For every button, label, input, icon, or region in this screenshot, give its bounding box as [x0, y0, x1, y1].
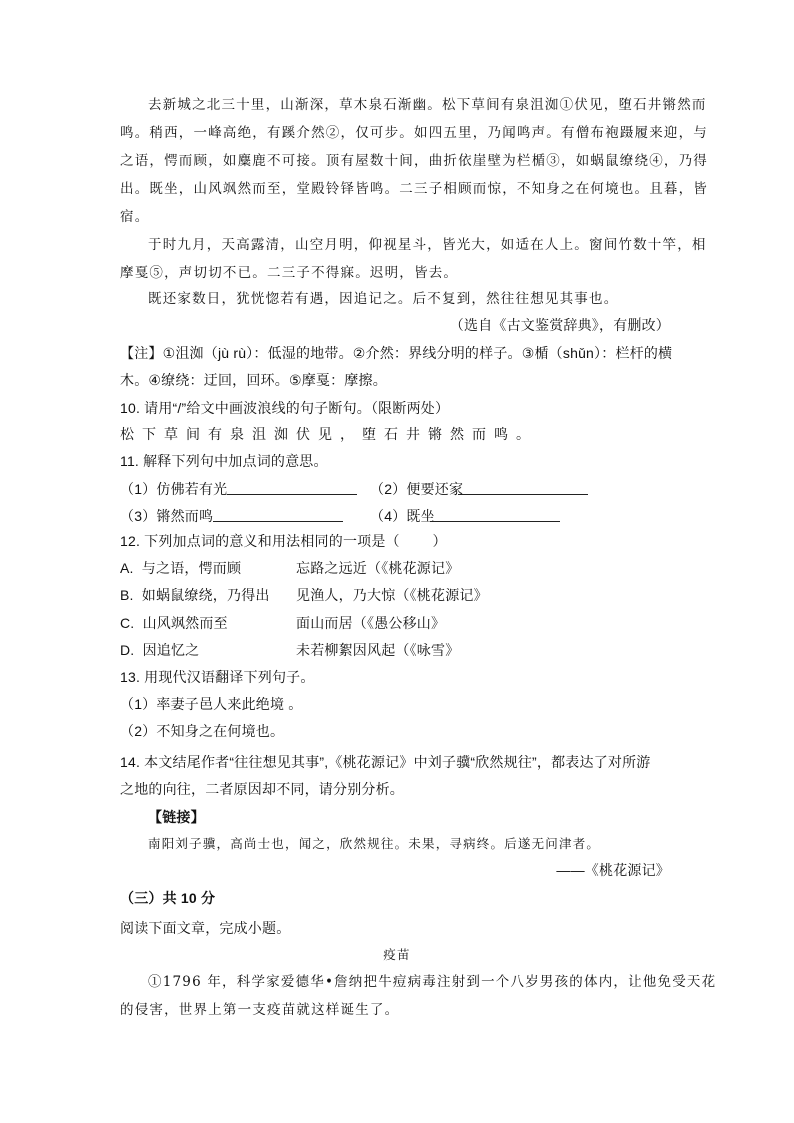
notes-line: 木。④缭绕：迂回，回环。⑤摩戛：摩擦。: [120, 372, 387, 388]
link-title: 【链接】: [148, 809, 205, 825]
option-d-left: D. 因追忆之: [120, 642, 200, 658]
question-11-item-2: （2）便要还家: [370, 481, 464, 497]
question-11-item-3: （3）锵然而鸣: [120, 508, 214, 524]
section-heading: （三）共 10 分: [120, 890, 216, 906]
option-c-left: C. 山风飒然而至: [120, 615, 228, 631]
question-11-item-1: （1）仿佛若有光: [120, 481, 228, 497]
section-instruction: 阅读下面文章，完成小题。: [120, 920, 291, 936]
option-a-left: A. 与之语，愕而顾: [120, 560, 242, 576]
option-c-right: 面山而居（《愚公移山》: [296, 615, 446, 631]
passage-line: 之语，愕而顾，如麋鹿不可接。顶有屋数十间，曲折依崖壁为栏楯③，如蜗鼠缭绕④，乃得: [120, 153, 708, 169]
question-10-sentence: 松下草间有泉沮洳伏见，堕石井锵然而鸣。: [120, 426, 538, 442]
answer-blank[interactable]: [227, 494, 357, 495]
question-14-line: 之地的向往，二者原因却不同，请分别分析。: [120, 781, 404, 797]
question-13-item-1: （1）率妻子邑人来此绝境 。: [120, 696, 303, 712]
question-14-line: 14. 本文结尾作者“往往想见其事”,《桃花源记》中刘子骥“欣然规往”，都表达了对所游: [120, 754, 651, 770]
question-12-stem: 12. 下列加点词的意义和用法相同的一项是（ ）: [120, 533, 447, 549]
article-line: ①1796 年，科学家爱德华•詹纳把牛痘病毒注射到一个八岁男孩的体内，让他免受天花: [148, 974, 717, 990]
passage-source: （选自《古文鉴赏辞典》，有删改）: [449, 317, 670, 333]
option-b-right: 见渔人，乃大惊（《桃花源记》: [296, 587, 488, 603]
question-13-stem: 13. 用现代汉语翻译下列句子。: [120, 669, 315, 685]
article-title: 疫苗: [383, 947, 411, 962]
passage-line: 宿。: [120, 209, 150, 225]
option-b-left: B. 如蜗鼠缭绕，乃得出: [120, 587, 270, 603]
question-13-item-2: （2）不知身之在何境也。: [120, 723, 285, 739]
option-a-right: 忘路之远近（《桃花源记》: [296, 560, 460, 576]
question-11-item-4: （4）既坐: [370, 508, 435, 524]
answer-blank[interactable]: [430, 521, 560, 522]
link-source: ——《桃花源记》: [556, 862, 670, 878]
link-text: 南阳刘子骥，高尚士也，闻之，欣然规往。未果，寻病终。后遂无问津者。: [148, 836, 601, 851]
option-d-right: 未若柳絮因风起（《咏雪》: [296, 642, 460, 658]
passage-line: 鸣。稍西，一峰高绝，有蹊介然②，仅可步。如四五里，乃闻鸣声。有僧布袍蹑履来迎，与: [120, 125, 708, 141]
article-line: 的侵害，世界上第一支疫苗就这样诞生了。: [120, 1002, 400, 1018]
passage-line: 摩戛⑤，声切切不已。二三子不得寐。迟明，皆去。: [120, 265, 459, 281]
question-11-stem: 11. 解释下列句中加点词的意思。: [120, 453, 328, 469]
passage-line: 既还家数日，犹恍惚若有遇，因追记之。后不复到，然往往想见其事也。: [148, 291, 619, 307]
passage-line: 出。既坐，山风飒然而至，堂殿铃铎皆鸣。二三子相顾而惊，不知身之在何境也。且暮，皆: [120, 181, 708, 197]
answer-blank[interactable]: [213, 521, 343, 522]
answer-blank[interactable]: [458, 494, 588, 495]
passage-line: 于时九月，天高露清，山空月明，仰视星斗，皆光大，如适在人上。窗间竹数十竿，相: [148, 237, 707, 253]
notes-line: 【注】①沮洳（jù rù）：低湿的地带。②介然：界线分明的样子。③楯（shǔn）：栏杆的横: [120, 345, 673, 361]
question-10-stem: 10. 请用“/”给文中画波浪线的句子断句。（限断两处）: [120, 400, 450, 416]
passage-line: 去新城之北三十里，山渐深，草木泉石渐幽。松下草间有泉沮洳①伏见，堕石井锵然而: [148, 97, 707, 113]
